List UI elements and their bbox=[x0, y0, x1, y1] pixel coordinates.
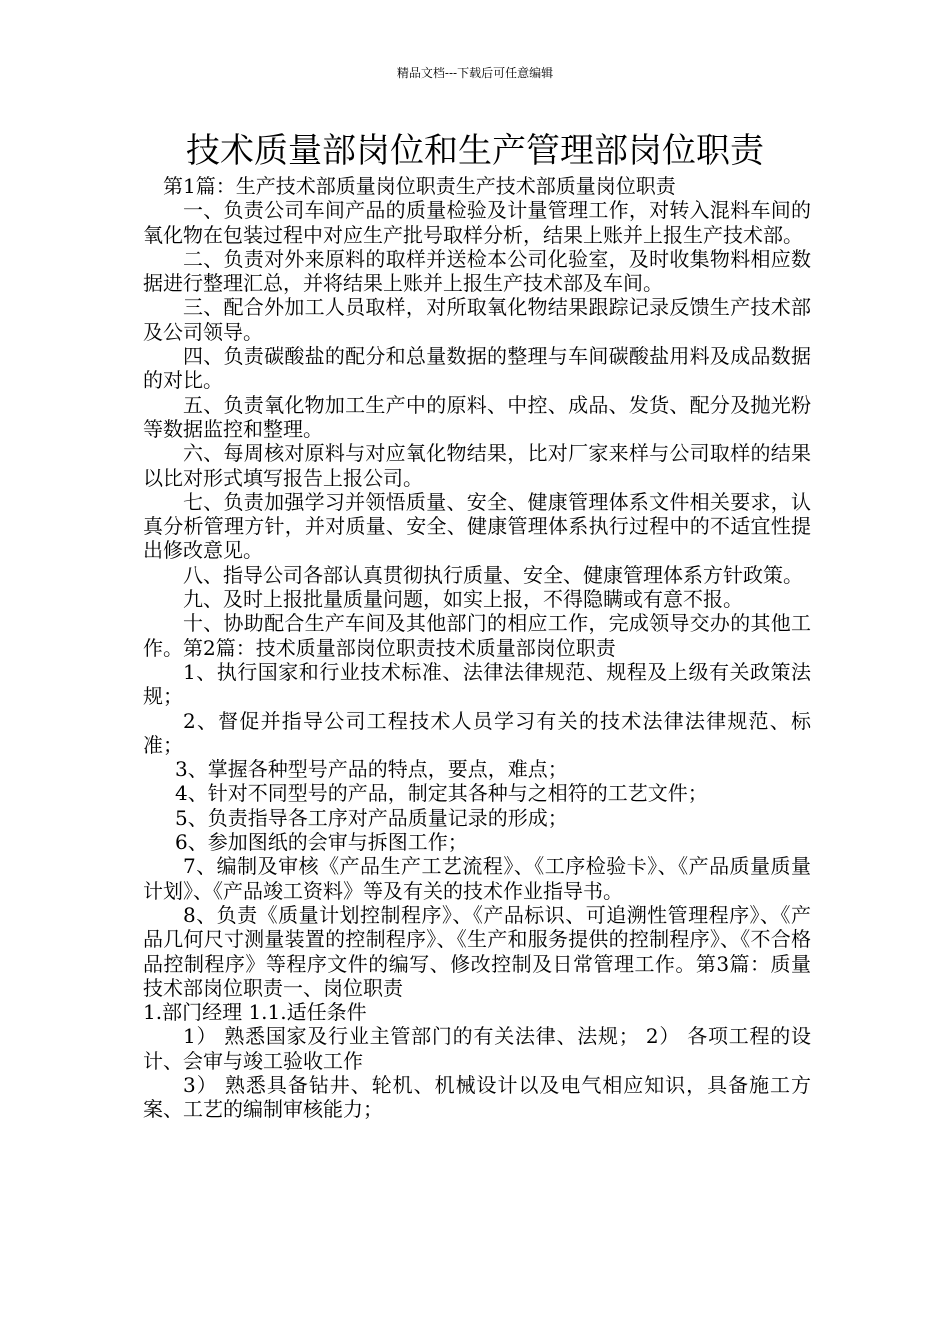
paragraph: 七、负责加强学习并领悟质量、安全、健康管理体系文件相关要求，认真分析管理方针，并对质量、安全、健康管理体系执行过程中的不适宜性提出修改意见。 bbox=[143, 489, 811, 563]
paragraph: 三、配合外加工人员取样，对所取氧化物结果跟踪记录反馈生产技术部及公司领导。 bbox=[143, 295, 811, 344]
paragraph: 7、编制及审核《产品生产工艺流程》、《工序检验卡》、《产品质量质量计划》、《产品竣工资料》等及有关的技术作业指导书。 bbox=[143, 854, 811, 903]
paragraph: 五、负责氧化物加工生产中的原料、中控、成品、发货、配分及抛光粉等数据监控和整理。 bbox=[143, 392, 811, 441]
document-body bbox=[143, 174, 811, 1122]
page-header-note: 精品文档---下载后可任意编辑 bbox=[396, 66, 554, 80]
paragraph: 6、参加图纸的会审与拆图工作； bbox=[175, 830, 468, 855]
paragraph: 二、负责对外来原料的取样并送检本公司化验室，及时收集物料相应数据进行整理汇总，并将结果上账并上报生产技术部及车间。 bbox=[143, 246, 811, 296]
paragraph: 5、负责指导各工序对产品质量记录的形成； bbox=[175, 805, 568, 830]
paragraph: 1.部门经理 1.1.适任条件 bbox=[143, 1000, 367, 1025]
paragraph: 八、指导公司各部认真贯彻执行质量、安全、健康管理体系方针政策。 bbox=[183, 562, 803, 587]
paragraph: 3） 熟悉具备钻井、轮机、机械设计以及电气相应知识，具备施工方案、工艺的编制审核能力； bbox=[143, 1072, 811, 1122]
document-title: 技术质量部岗位和生产管理部岗位职责 bbox=[186, 131, 764, 171]
paragraph: 4、针对不同型号的产品，制定其各种与之相符的工艺文件； bbox=[175, 781, 708, 806]
paragraph: 第1篇：生产技术部质量岗位职责生产技术部质量岗位职责 bbox=[163, 174, 676, 198]
paragraph: 3、掌握各种型号产品的特点，要点，难点； bbox=[175, 757, 568, 782]
paragraph: 2、督促并指导公司工程技术人员学习有关的技术法律法律规范、标准； bbox=[143, 708, 811, 757]
paragraph: 九、及时上报批量质量问题，如实上报，不得隐瞒或有意不报。 bbox=[183, 587, 743, 612]
paragraph: 8、负责《质量计划控制程序》、《产品标识、可追溯性管理程序》、《产品几何尺寸测量装置的控制程序》、《生产和服务提供的控制程序》、《不合格品控制程序》等程序文件的编写、修改控制及日常管理工作。第3篇：质量技术部岗位职责一、岗位职责 bbox=[143, 902, 811, 1000]
paragraph: 六、每周核对原料与对应氧化物结果，比对厂家来样与公司取样的结果以比对形式填写报告上报公司。 bbox=[143, 441, 811, 490]
paragraph: 十、协助配合生产车间及其他部门的相应工作，完成领导交办的其他工作。第2篇：技术质量部岗位职责技术质量部岗位职责 bbox=[143, 611, 811, 660]
paragraph: 一、负责公司车间产品的质量检验及计量管理工作，对转入混料车间的氧化物在包装过程中对应生产批号取样分析，结果上账并上报生产技术部。 bbox=[143, 198, 811, 247]
paragraph: 四、负责碳酸盐的配分和总量数据的整理与车间碳酸盐用料及成品数据的对比。 bbox=[143, 344, 811, 393]
paragraph: 1、执行国家和行业技术标准、法律法律规范、规程及上级有关政策法规； bbox=[143, 659, 811, 709]
paragraph: 1） 熟悉国家及行业主管部门的有关法律、法规； 2） 各项工程的设计、会审与竣工验收工作 bbox=[143, 1024, 811, 1073]
